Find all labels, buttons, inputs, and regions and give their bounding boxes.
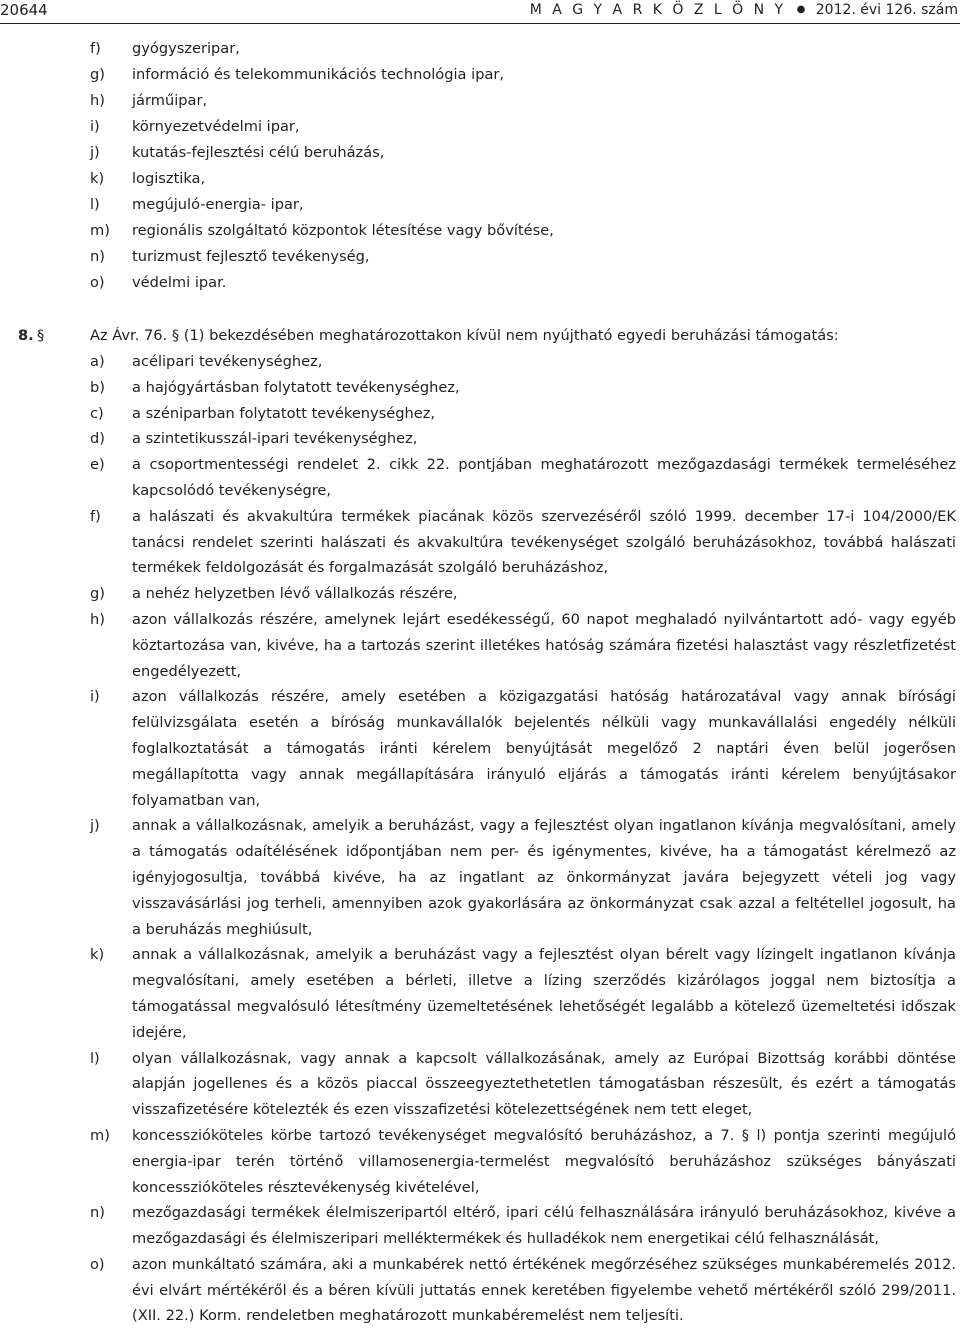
continued-list — [90, 36, 950, 296]
list-item-label: c) — [90, 404, 104, 422]
list-item-text: védelmi ipar. — [132, 274, 227, 291]
list-item-label: l) — [90, 1049, 100, 1067]
list-item-label: j) — [90, 144, 100, 161]
list-item-label: h) — [90, 610, 105, 628]
list-item-label: e) — [90, 456, 105, 474]
list-item-text: környezetvédelmi ipar, — [132, 118, 300, 135]
list-item — [90, 426, 956, 452]
list-item-text: információ és telekommunikációs technológia ipar, — [132, 66, 505, 83]
list-item — [90, 1252, 956, 1329]
list-item — [90, 62, 950, 88]
bullet-icon: ● — [796, 4, 806, 15]
list-item-text: turizmust fejlesztő tevékenység, — [132, 248, 370, 265]
list-item — [90, 401, 956, 427]
list-item — [90, 942, 956, 1045]
list-item-text: a hajógyártásban folytatott tevékenységhez, — [132, 378, 460, 396]
list-item-text: járműipar, — [132, 92, 208, 109]
list-item-text: a szintetikusszál-ipari tevékenységhez, — [132, 430, 418, 448]
list-item-label: k) — [90, 946, 105, 964]
page-header — [0, 0, 960, 24]
list-item-text: a csoportmentességi rendelet 2. cikk 22. pontjában meghatározott mezőgazdasági termékek termeléséhez kapcsolódó tevékenységre, — [132, 456, 956, 499]
section-intro-text: Az Ávr. 76. § (1) bekezdésében meghatározottakon kívül nem nyújtható egyedi beruházási támogatás: — [90, 327, 839, 344]
list-item-text: olyan vállalkozásnak, vagy annak a kapcsolt vállalkozásának, amely az Európai Bizottság korábbi döntése alapján jogellenes és a közös piaccal összeegyeztethetetlen támogatásban részesült, és ezért a támogatás visszafizetésére kötelezték és ezen visszafizetési kötelezettségének nem tett eleget, — [132, 1049, 956, 1119]
list-item-label: o) — [90, 1255, 105, 1273]
list-item-label: g) — [90, 66, 105, 83]
list-item-text: a nehéz helyzetben lévő vállalkozás részére, — [132, 585, 458, 603]
list-item — [90, 140, 950, 166]
list-item-text: megújuló-energia- ipar, — [132, 196, 304, 213]
list-item-label: n) — [90, 1204, 105, 1222]
list-item — [90, 813, 956, 942]
list-item-label: o) — [90, 274, 105, 291]
list-item — [90, 36, 950, 62]
list-item-text: azon vállalkozás részére, amely esetében a közigazgatási hatóság határozatával vagy annak bírósági felülvizsgálata esetén a bíróság munkavállalók bejelentés nélküli vagy munkavállalási engedély nélküli foglalkoztatását a támogatás iránti kérelem benyújtását megelőző 2 naptári éven belül jogerősen megállapította vagy annak megállapítására irányuló eljárás a támogatás iránti kérelem benyújtásakor folyamatban van, — [132, 688, 956, 809]
list-item-label: d) — [90, 430, 105, 448]
list-item-text: annak a vállalkozásnak, amelyik a beruházást, vagy a fejlesztést olyan ingatlanon kívánja megvalósítani, amely a támogatás odaítélésének időpontjában nem per- és igénymentes, kivéve, ha a támogatást kérelmező az igényjogosultja, továbbá kivéve, ha az ingatlant az önkormányzat javára bejegyzett vételi jog vagy visszavásárlási jog terheli, amennyiben azok gyakorlására az önkormányzat csak azzal a feltétellel jogosult, ha a beruházás meghiúsult, — [132, 817, 956, 938]
list-item-label: g) — [90, 585, 105, 603]
list-item — [90, 114, 950, 140]
section-number: 8. — [18, 327, 34, 344]
list-item-text: azon munkáltató számára, aki a munkabérek nettó értékének megőrzéséhez szükséges munkabéremelés 2012. évi elvárt mértékéről és a béren kívüli juttatás ennek keretében figyelembe vehető mértékéről szóló 299/2011. (XII. 22.) Korm. rendeletben meghatározott munkabéremelést nem teljesíti. — [132, 1255, 956, 1325]
list-item — [90, 375, 956, 401]
issue-number: 2012. évi 126. szám — [815, 2, 958, 18]
list-item — [90, 166, 950, 192]
list-item-text: gyógyszeripar, — [132, 40, 240, 57]
list-item — [90, 1123, 956, 1200]
list-item — [90, 1046, 956, 1123]
list-item-text: azon vállalkozás részére, amelynek lejárt esedékességű, 60 napot meghaladó nyilvántartott adó- vagy egyéb köztartozása van, kivéve, ha a tartozás szerint illetékes hatóság számára fizetési halasztást vagy részletfizetést engedélyezett, — [132, 610, 956, 680]
list-item-label: h) — [90, 92, 105, 109]
journal-title-line — [530, 0, 958, 20]
header-rule — [0, 23, 960, 24]
list-item-text: koncesszióköteles körbe tartozó tevékenységet megvalósító beruházáshoz, a 7. § l) pontja szerinti megújuló energia-ipar terén történő villamosenergia-termelést megvalósító beruházáshoz szükséges bányászati koncesszióköteles résztevékenység kivételével, — [132, 1126, 956, 1196]
page-number: 20644 — [0, 1, 48, 19]
list-item-text: regionális szolgáltató központok létesítése vagy bővítése, — [132, 222, 554, 239]
list-item-text: a széniparban folytatott tevékenységhez, — [132, 404, 436, 422]
section-8-heading — [18, 323, 956, 349]
list-item-label: m) — [90, 222, 110, 239]
list-item — [90, 218, 950, 244]
list-item — [90, 581, 956, 607]
list-item-label: a) — [90, 353, 105, 370]
list-item-text: annak a vállalkozásnak, amelyik a beruházást vagy a fejlesztést olyan bérelt vagy lízingelt ingatlanon kívánja megvalósítani, amely esetében a bérleti, illetve a lízing szerződés kizárólagos joggal nem biztosítja a támogatással megvalósuló létesítmény üzemeltetésének lehetőségét legalább a kötelező üzemeltetési időszak idejére, — [132, 946, 956, 1041]
list-item — [90, 452, 956, 504]
list-item-text: a halászati és akvakultúra termékek piacának közös szervezéséről szóló 1999. december 17-i 104/2000/EK tanácsi rendelet szerinti halászati és akvakultúra tevékenységet szolgáló beruházásokhoz, továbbá halászati termékek feldolgozását és forgalmazását szolgáló beruházáshoz, — [132, 507, 956, 577]
journal-name: M A G Y A R K Ö Z L Ö N Y — [529, 2, 787, 18]
list-item — [90, 88, 950, 114]
list-item-label: m) — [90, 1126, 110, 1144]
list-item-label: i) — [90, 118, 100, 135]
list-item-label: k) — [90, 170, 105, 187]
exclusion-list — [90, 349, 956, 1329]
list-item — [90, 684, 956, 813]
list-item-label: n) — [90, 248, 105, 265]
list-item — [90, 607, 956, 684]
list-item-label: i) — [90, 688, 100, 706]
list-item-text: logisztika, — [132, 170, 206, 187]
list-item — [90, 504, 956, 581]
list-item — [90, 192, 950, 218]
list-item-text: mezőgazdasági termékek élelmiszeripartól eltérő, ipari célú felhasználására irányuló beruházásokhoz, kivéve a mezőgazdasági és élelmiszeripari melléktermékek és hulladékok nem energetikai célú felhasználását, — [132, 1204, 956, 1248]
list-item-label: f) — [90, 40, 101, 57]
list-item-label: f) — [90, 507, 101, 525]
list-item-label: j) — [90, 817, 100, 835]
list-item-text: acélipari tevékenységhez, — [132, 353, 323, 370]
list-item-text: kutatás-fejlesztési célú beruházás, — [132, 144, 385, 161]
list-item — [90, 244, 950, 270]
list-item — [90, 270, 950, 296]
section-symbol: § — [37, 327, 45, 344]
list-item — [90, 349, 956, 375]
list-item — [90, 1200, 956, 1252]
list-item-label: l) — [90, 196, 100, 213]
list-item-label: b) — [90, 378, 105, 396]
